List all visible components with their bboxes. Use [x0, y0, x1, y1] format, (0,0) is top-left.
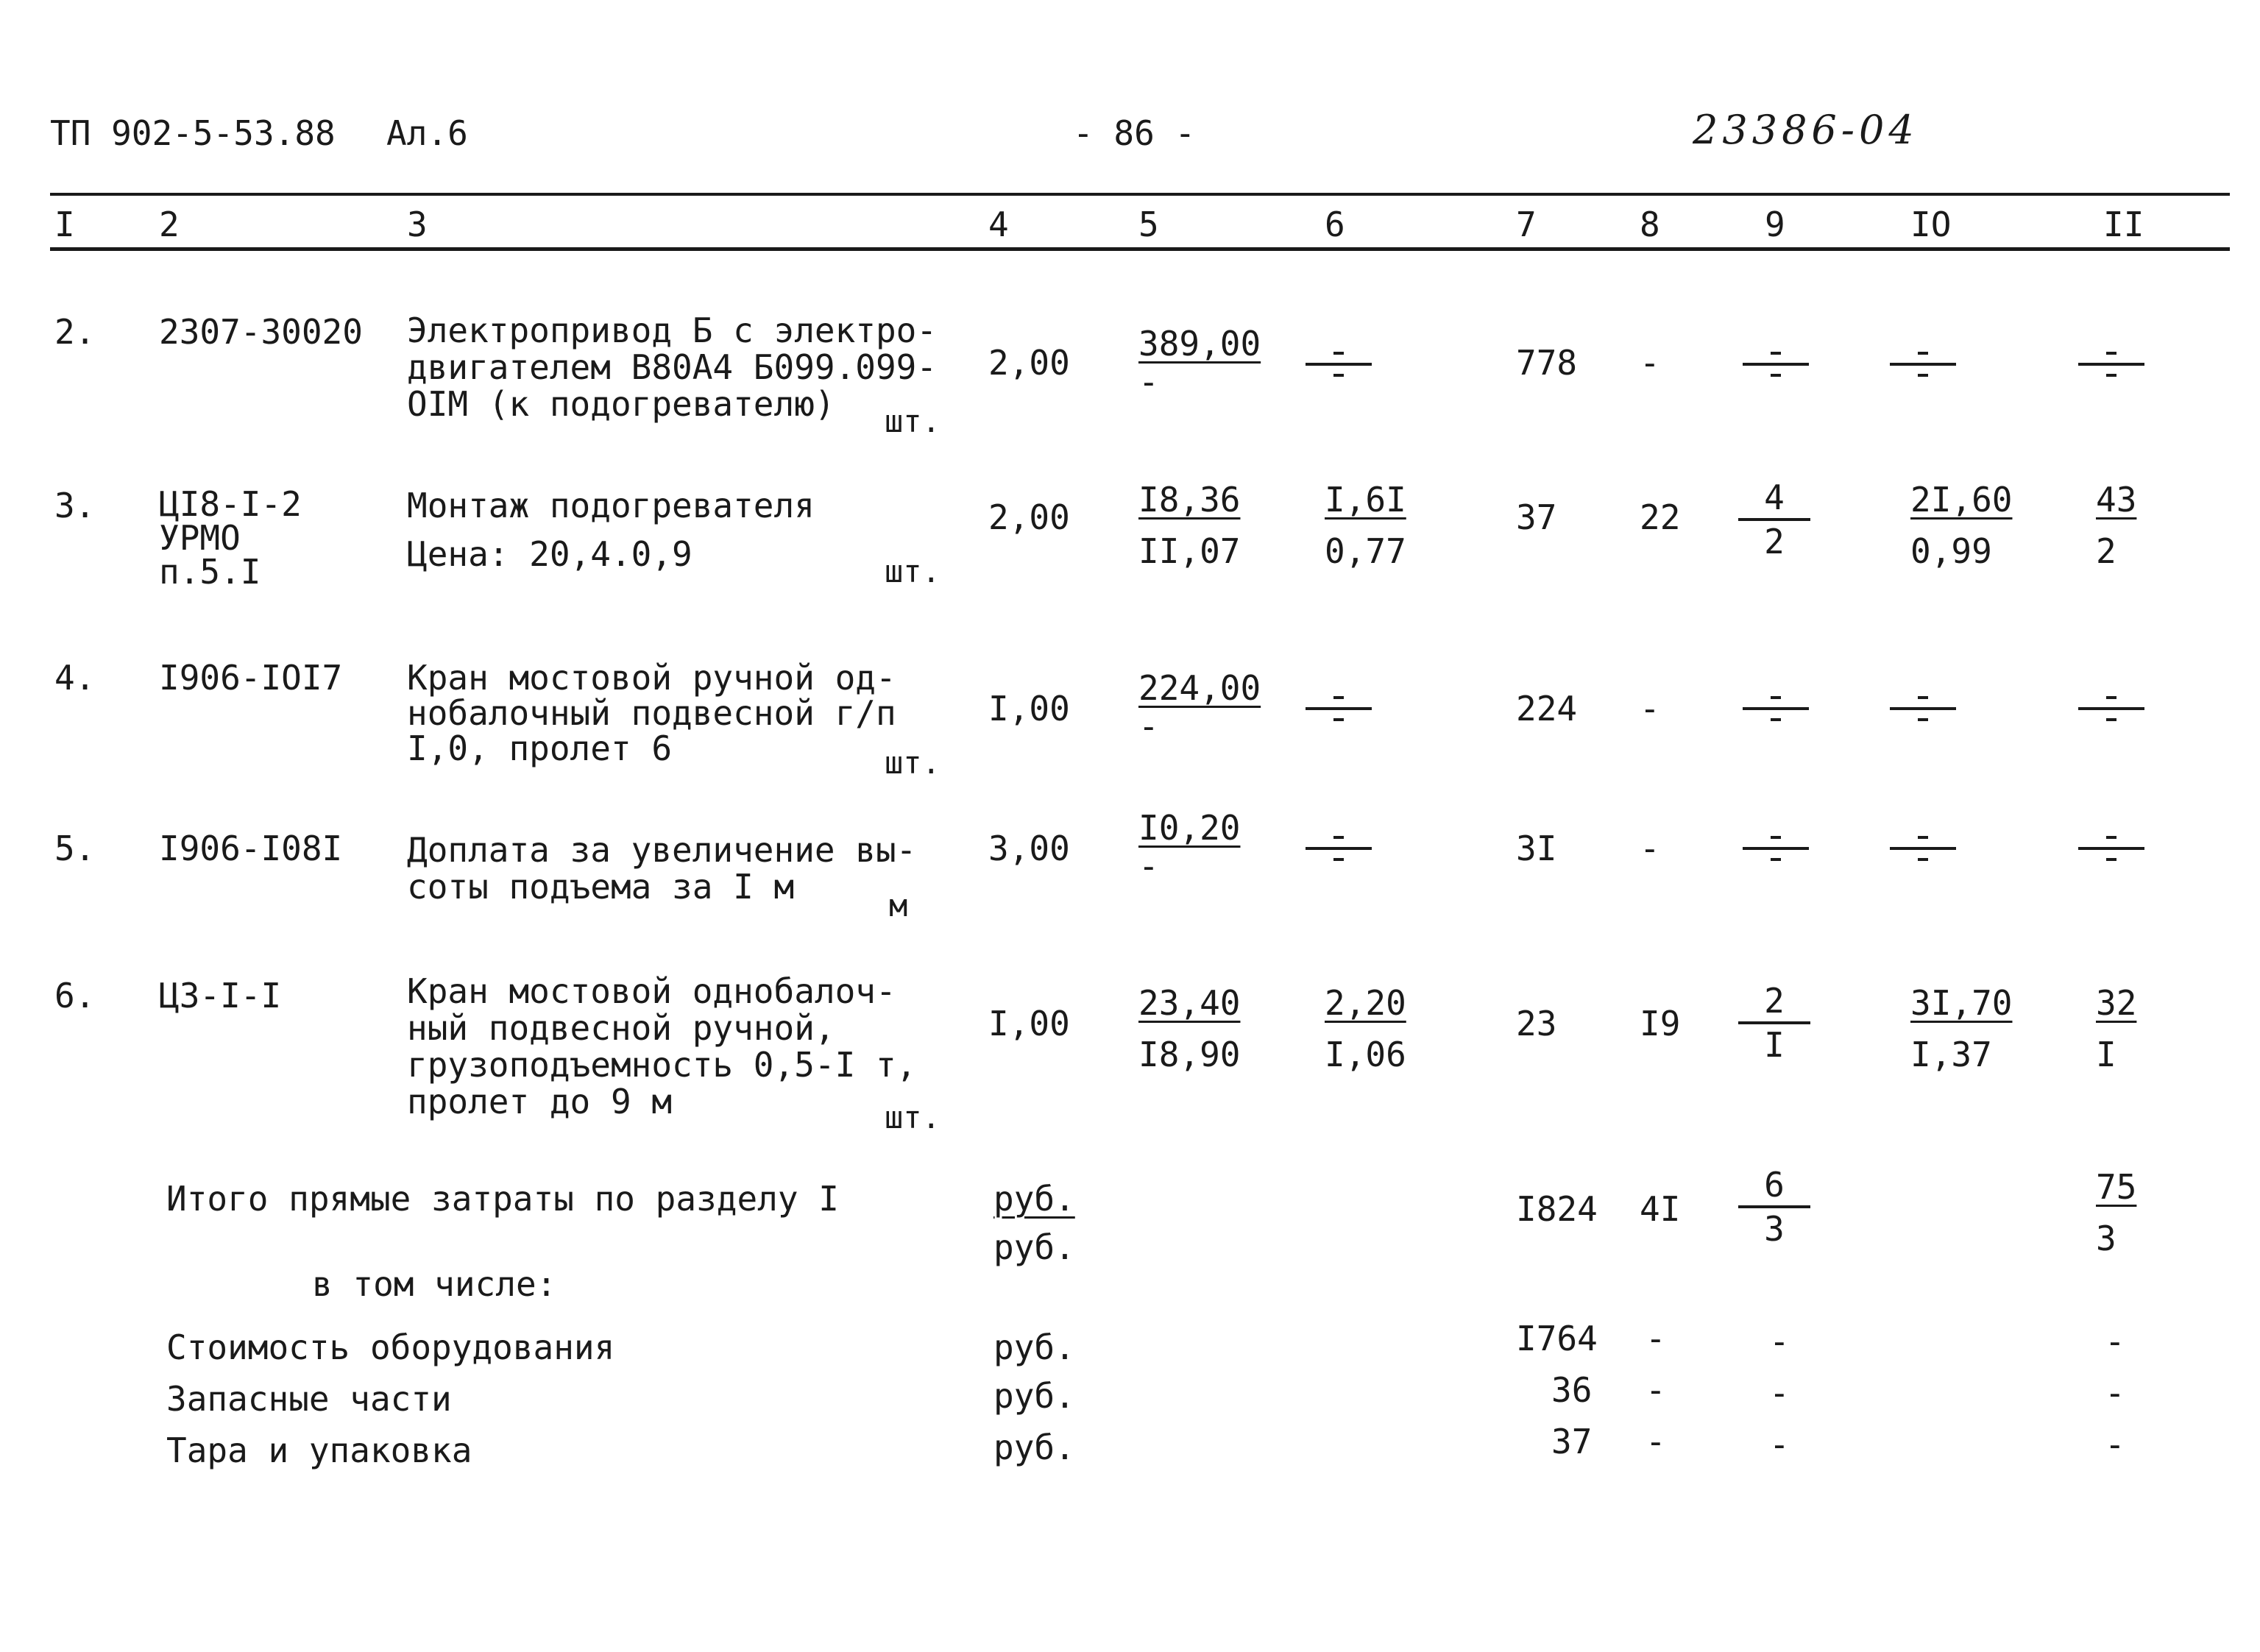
- unit-price-total: 23,40: [1138, 983, 1241, 1023]
- col11-top: 32: [2096, 983, 2137, 1023]
- item-code: 2307-30020: [159, 312, 363, 352]
- unit-price-total: I0,20: [1138, 808, 1241, 848]
- wages-cost: 22: [1640, 497, 1681, 537]
- item-description-line: I,0, пролет 6: [407, 728, 673, 768]
- unit-price-total: 224,00: [1138, 668, 1261, 708]
- breakdown-col7: 37: [1551, 1422, 1593, 1461]
- breakdown-col7: I764: [1516, 1319, 1598, 1358]
- breakdown-col9: -: [1769, 1322, 1790, 1361]
- breakdown-col8: -: [1646, 1370, 1666, 1410]
- wages-cost: -: [1640, 829, 1660, 868]
- row-number: 6.: [54, 976, 96, 1015]
- fraction-dash-mark: [1306, 346, 1372, 383]
- wages-cost: I9: [1640, 1004, 1681, 1043]
- item-description-line: Доплата за увеличение вы-: [407, 830, 917, 870]
- total-cost: 37: [1516, 497, 1557, 537]
- item-description-line: Кран мостовой однобалоч-: [407, 971, 896, 1011]
- col-header-8: 8: [1640, 205, 1660, 244]
- breakdown-col11: -: [2105, 1425, 2125, 1464]
- fraction-col9: [1734, 478, 1815, 561]
- machine-cost-bottom: I,06: [1325, 1035, 1406, 1074]
- item-description-line: нобалочный подвесной г/п: [407, 693, 896, 733]
- wages-cost: -: [1640, 343, 1660, 383]
- unit-price-wages: II,07: [1138, 531, 1241, 571]
- item-code: I906-I08I: [159, 829, 343, 868]
- item-description-line: OIM (к подогревателю): [407, 384, 835, 424]
- col-header-2: 2: [159, 205, 180, 244]
- col11-bottom: 2: [2096, 531, 2116, 571]
- quantity: 2,00: [988, 497, 1070, 537]
- unit-price-wages: I8,90: [1138, 1035, 1241, 1074]
- breakdown-label: Стоимость оборудования: [166, 1327, 615, 1367]
- col-header-9: 9: [1765, 205, 1785, 244]
- col-header-3: 3: [407, 205, 428, 244]
- quantity: I,00: [988, 1004, 1070, 1043]
- totals-col11-bottom: 3: [2096, 1219, 2116, 1258]
- col-header-7: 7: [1516, 205, 1537, 244]
- unit-label: м: [889, 887, 908, 924]
- col10-bottom: 0,99: [1910, 531, 1992, 571]
- totals-col11-top: 75: [2096, 1167, 2137, 1207]
- fraction-dash-mark: [1306, 690, 1372, 727]
- breakdown-col9: -: [1769, 1425, 1790, 1464]
- unit-price-wages: -: [1138, 846, 1159, 886]
- item-description-line: Кран мостовой ручной од-: [407, 658, 896, 698]
- machine-cost-top: I,6I: [1325, 480, 1406, 520]
- fraction-denominator: I: [1764, 1025, 1785, 1065]
- machine-cost-top: 2,20: [1325, 983, 1406, 1023]
- header-bottom-rule: [50, 247, 2230, 251]
- item-code: I906-IOI7: [159, 658, 343, 698]
- col-header-4: 4: [988, 205, 1009, 244]
- unit-price-wages: -: [1138, 362, 1159, 402]
- fraction-numerator: 2: [1764, 981, 1785, 1021]
- col-header-6: 6: [1325, 205, 1345, 244]
- breakdown-label: Запасные части: [166, 1379, 452, 1419]
- fraction-dash-mark: [1306, 830, 1372, 867]
- totals-col8: 4I: [1640, 1189, 1681, 1229]
- col10-bottom: I,37: [1910, 1035, 1992, 1074]
- fraction-dash-mark: [1743, 346, 1809, 383]
- including-label: в том числе:: [312, 1264, 557, 1304]
- unit-label: шт.: [885, 553, 941, 589]
- handwritten-code: 23386-04: [1693, 107, 1919, 153]
- breakdown-col9: -: [1769, 1373, 1790, 1413]
- wages-cost: -: [1640, 689, 1660, 728]
- top-rule: [50, 193, 2230, 196]
- quantity: 3,00: [988, 829, 1070, 868]
- album-number: Ал.6: [386, 113, 468, 153]
- fraction-dash-mark: [2078, 690, 2144, 727]
- item-description-line: Электропривод Б с электро-: [407, 311, 938, 350]
- item-description-line: ный подвесной ручной,: [407, 1008, 835, 1048]
- col10-top: 3I,70: [1910, 983, 2013, 1023]
- fraction-dash-mark: [1743, 690, 1809, 727]
- row-number: 2.: [54, 312, 96, 352]
- totals-col7: I824: [1516, 1189, 1598, 1229]
- row-number: 4.: [54, 658, 96, 698]
- breakdown-col11: -: [2105, 1373, 2125, 1413]
- total-cost: 778: [1516, 343, 1578, 383]
- breakdown-col7: 36: [1551, 1370, 1593, 1410]
- item-description-line: соты подъема за I м: [407, 867, 795, 907]
- item-description-line: Монтаж подогревателя: [407, 486, 815, 525]
- totals-unit-bottom: руб.: [993, 1227, 1075, 1267]
- fraction-dash-mark: [1890, 346, 1956, 383]
- fraction-col9: [1734, 982, 1815, 1064]
- item-code-line: ЦI8-I-2: [159, 484, 302, 524]
- col10-top: 2I,60: [1910, 480, 2013, 520]
- page-number: - 86 -: [1073, 113, 1196, 153]
- fraction-dash-mark: [1890, 830, 1956, 867]
- col-header-11: II: [2103, 205, 2144, 244]
- item-description-line: пролет до 9 м: [407, 1082, 673, 1121]
- fraction-numerator: 6: [1764, 1165, 1785, 1205]
- col11-bottom: I: [2096, 1035, 2116, 1074]
- item-code-line: п.5.I: [159, 552, 261, 592]
- breakdown-unit: руб.: [993, 1428, 1075, 1467]
- fraction-numerator: 4: [1764, 478, 1785, 517]
- breakdown-col8: -: [1646, 1422, 1666, 1461]
- fraction-denominator: 2: [1764, 522, 1785, 561]
- breakdown-unit: руб.: [993, 1376, 1075, 1416]
- item-description-line: Цена: 20,4.0,9: [407, 534, 692, 574]
- fraction-dash-mark: [2078, 830, 2144, 867]
- item-code-line: УРМО: [159, 518, 241, 558]
- breakdown-unit: руб.: [993, 1327, 1075, 1367]
- col-header-5: 5: [1138, 205, 1159, 244]
- totals-fraction-col9: [1734, 1166, 1815, 1248]
- fraction-denominator: 3: [1764, 1209, 1785, 1249]
- unit-label: шт.: [885, 745, 941, 781]
- breakdown-col11: -: [2105, 1322, 2125, 1361]
- unit-label: шт.: [885, 403, 941, 439]
- machine-cost-bottom: 0,77: [1325, 531, 1406, 571]
- col-header-1: I: [54, 205, 75, 244]
- totals-label: Итого прямые затраты по разделу I: [166, 1179, 839, 1219]
- unit-price-total: 389,00: [1138, 324, 1261, 364]
- item-description-line: грузоподъемность 0,5-I т,: [407, 1045, 917, 1085]
- col-header-10: IO: [1910, 205, 1952, 244]
- quantity: I,00: [988, 689, 1070, 728]
- breakdown-col8: -: [1646, 1319, 1666, 1358]
- fraction-dash-mark: [2078, 346, 2144, 383]
- fraction-dash-mark: [1890, 690, 1956, 727]
- total-cost: 23: [1516, 1004, 1557, 1043]
- fraction-dash-mark: [1743, 830, 1809, 867]
- document-code: ТП 902-5-53.88: [50, 113, 336, 153]
- unit-label: шт.: [885, 1099, 941, 1135]
- total-cost: 3I: [1516, 829, 1557, 868]
- quantity: 2,00: [988, 343, 1070, 383]
- totals-unit-top: руб.: [993, 1179, 1075, 1219]
- row-number: 3.: [54, 486, 96, 525]
- breakdown-label: Тара и упаковка: [166, 1431, 472, 1470]
- item-description-line: двигателем В80А4 Б099.099-: [407, 347, 938, 387]
- row-number: 5.: [54, 829, 96, 868]
- col11-top: 43: [2096, 480, 2137, 520]
- unit-price-total: I8,36: [1138, 480, 1241, 520]
- total-cost: 224: [1516, 689, 1578, 728]
- item-code: Ц3-I-I: [159, 976, 282, 1015]
- unit-price-wages: -: [1138, 706, 1159, 746]
